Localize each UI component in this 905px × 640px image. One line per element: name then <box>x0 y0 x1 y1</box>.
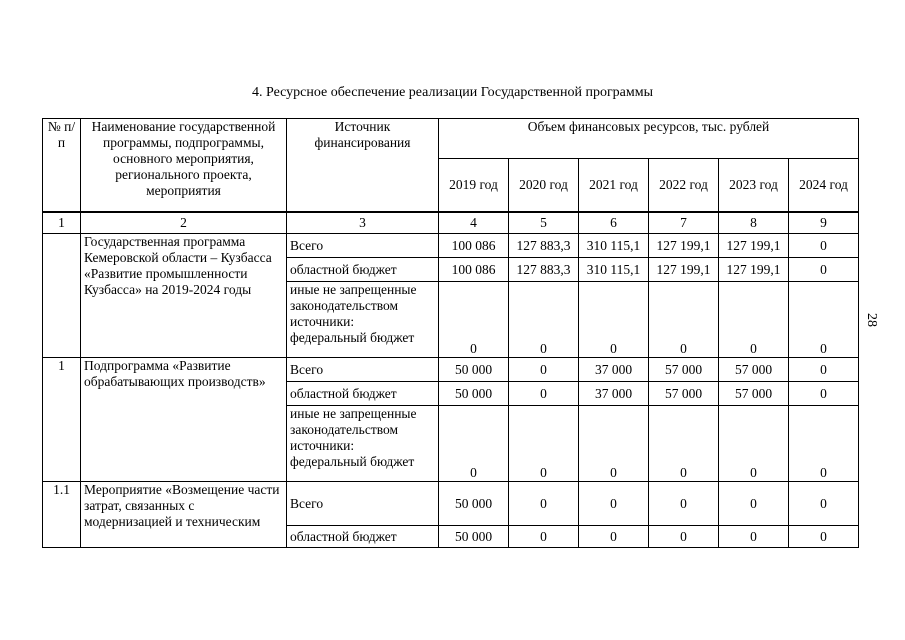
financing-table <box>42 118 859 548</box>
value-cell: 57 000 <box>649 382 719 406</box>
value-cell: 0 <box>789 358 859 382</box>
header-number: № п/п <box>43 119 81 212</box>
header-source: Источник финансирования <box>287 119 439 212</box>
value-cell: 0 <box>439 406 509 482</box>
source-other-label: иные не запрещенные законодательством источники: <box>290 282 417 329</box>
value-cell: 0 <box>789 382 859 406</box>
value-cell: 0 <box>649 526 719 548</box>
value-cell: 0 <box>649 282 719 358</box>
value-cell: 127 199,1 <box>719 258 789 282</box>
header-year: 2021 год <box>579 159 649 212</box>
source-other-label: иные не запрещенные законодательством источники: <box>290 406 417 453</box>
header-name: Наименование государственной программы, подпрограммы, основного мероприятия, регионального проекта, мероприятия <box>81 119 287 212</box>
page-number: 28 <box>864 313 879 327</box>
value-cell: 0 <box>579 482 649 526</box>
column-number: 8 <box>719 212 789 234</box>
value-cell: 0 <box>509 382 579 406</box>
value-cell: 0 <box>789 258 859 282</box>
value-cell: 0 <box>719 282 789 358</box>
value-cell: 0 <box>509 482 579 526</box>
row-name: Государственная программа Кемеровской области – Кузбасса «Развитие промышленности Кузбасса» на 2019-2024 годы <box>81 234 287 358</box>
value-cell: 0 <box>509 406 579 482</box>
value-cell: 37 000 <box>579 358 649 382</box>
value-cell: 127 883,3 <box>509 234 579 258</box>
column-number: 1 <box>43 212 81 234</box>
value-cell: 127 199,1 <box>719 234 789 258</box>
source-other <box>287 282 439 358</box>
value-cell: 0 <box>439 282 509 358</box>
column-number: 7 <box>649 212 719 234</box>
value-cell: 100 086 <box>439 234 509 258</box>
row-name: Мероприятие «Возмещение части затрат, связанных с модернизацией и техническим <box>81 482 287 548</box>
row-number: 1 <box>43 358 81 482</box>
value-cell: 0 <box>579 526 649 548</box>
source-total: Всего <box>287 482 439 526</box>
source-federal-label: федеральный бюджет <box>290 330 415 345</box>
column-number: 3 <box>287 212 439 234</box>
column-number: 5 <box>509 212 579 234</box>
value-cell: 0 <box>789 482 859 526</box>
row-number: 1.1 <box>43 482 81 548</box>
value-cell: 50 000 <box>439 526 509 548</box>
value-cell: 310 115,1 <box>579 234 649 258</box>
value-cell: 0 <box>719 482 789 526</box>
value-cell: 0 <box>649 406 719 482</box>
header-year: 2022 год <box>649 159 719 212</box>
source-regional: областной бюджет <box>287 526 439 548</box>
value-cell: 0 <box>719 526 789 548</box>
column-number: 2 <box>81 212 287 234</box>
header-year: 2019 год <box>439 159 509 212</box>
header-year: 2020 год <box>509 159 579 212</box>
value-cell: 57 000 <box>719 358 789 382</box>
row-name: Подпрограмма «Развитие обрабатывающих производств» <box>81 358 287 482</box>
value-cell: 0 <box>789 526 859 548</box>
source-regional: областной бюджет <box>287 258 439 282</box>
row-number <box>43 234 81 358</box>
value-cell: 100 086 <box>439 258 509 282</box>
column-number: 6 <box>579 212 649 234</box>
source-total: Всего <box>287 358 439 382</box>
value-cell: 0 <box>509 526 579 548</box>
source-regional: областной бюджет <box>287 382 439 406</box>
value-cell: 127 883,3 <box>509 258 579 282</box>
column-number: 9 <box>789 212 859 234</box>
header-volume: Объем финансовых ресурсов, тыс. рублей <box>439 119 859 159</box>
value-cell: 50 000 <box>439 358 509 382</box>
value-cell: 0 <box>509 282 579 358</box>
source-total: Всего <box>287 234 439 258</box>
value-cell: 0 <box>719 406 789 482</box>
value-cell: 37 000 <box>579 382 649 406</box>
source-other <box>287 406 439 482</box>
section-title: 4. Ресурсное обеспечение реализации Государственной программы <box>251 85 654 100</box>
value-cell: 0 <box>789 282 859 358</box>
value-cell: 57 000 <box>719 382 789 406</box>
value-cell: 0 <box>579 406 649 482</box>
value-cell: 50 000 <box>439 482 509 526</box>
header-year: 2024 год <box>789 159 859 212</box>
column-number: 4 <box>439 212 509 234</box>
value-cell: 0 <box>579 282 649 358</box>
header-year: 2023 год <box>719 159 789 212</box>
value-cell: 50 000 <box>439 382 509 406</box>
value-cell: 127 199,1 <box>649 258 719 282</box>
value-cell: 127 199,1 <box>649 234 719 258</box>
value-cell: 0 <box>509 358 579 382</box>
value-cell: 0 <box>649 482 719 526</box>
value-cell: 57 000 <box>649 358 719 382</box>
value-cell: 0 <box>789 406 859 482</box>
value-cell: 0 <box>789 234 859 258</box>
value-cell: 310 115,1 <box>579 258 649 282</box>
source-federal-label: федеральный бюджет <box>290 454 415 469</box>
